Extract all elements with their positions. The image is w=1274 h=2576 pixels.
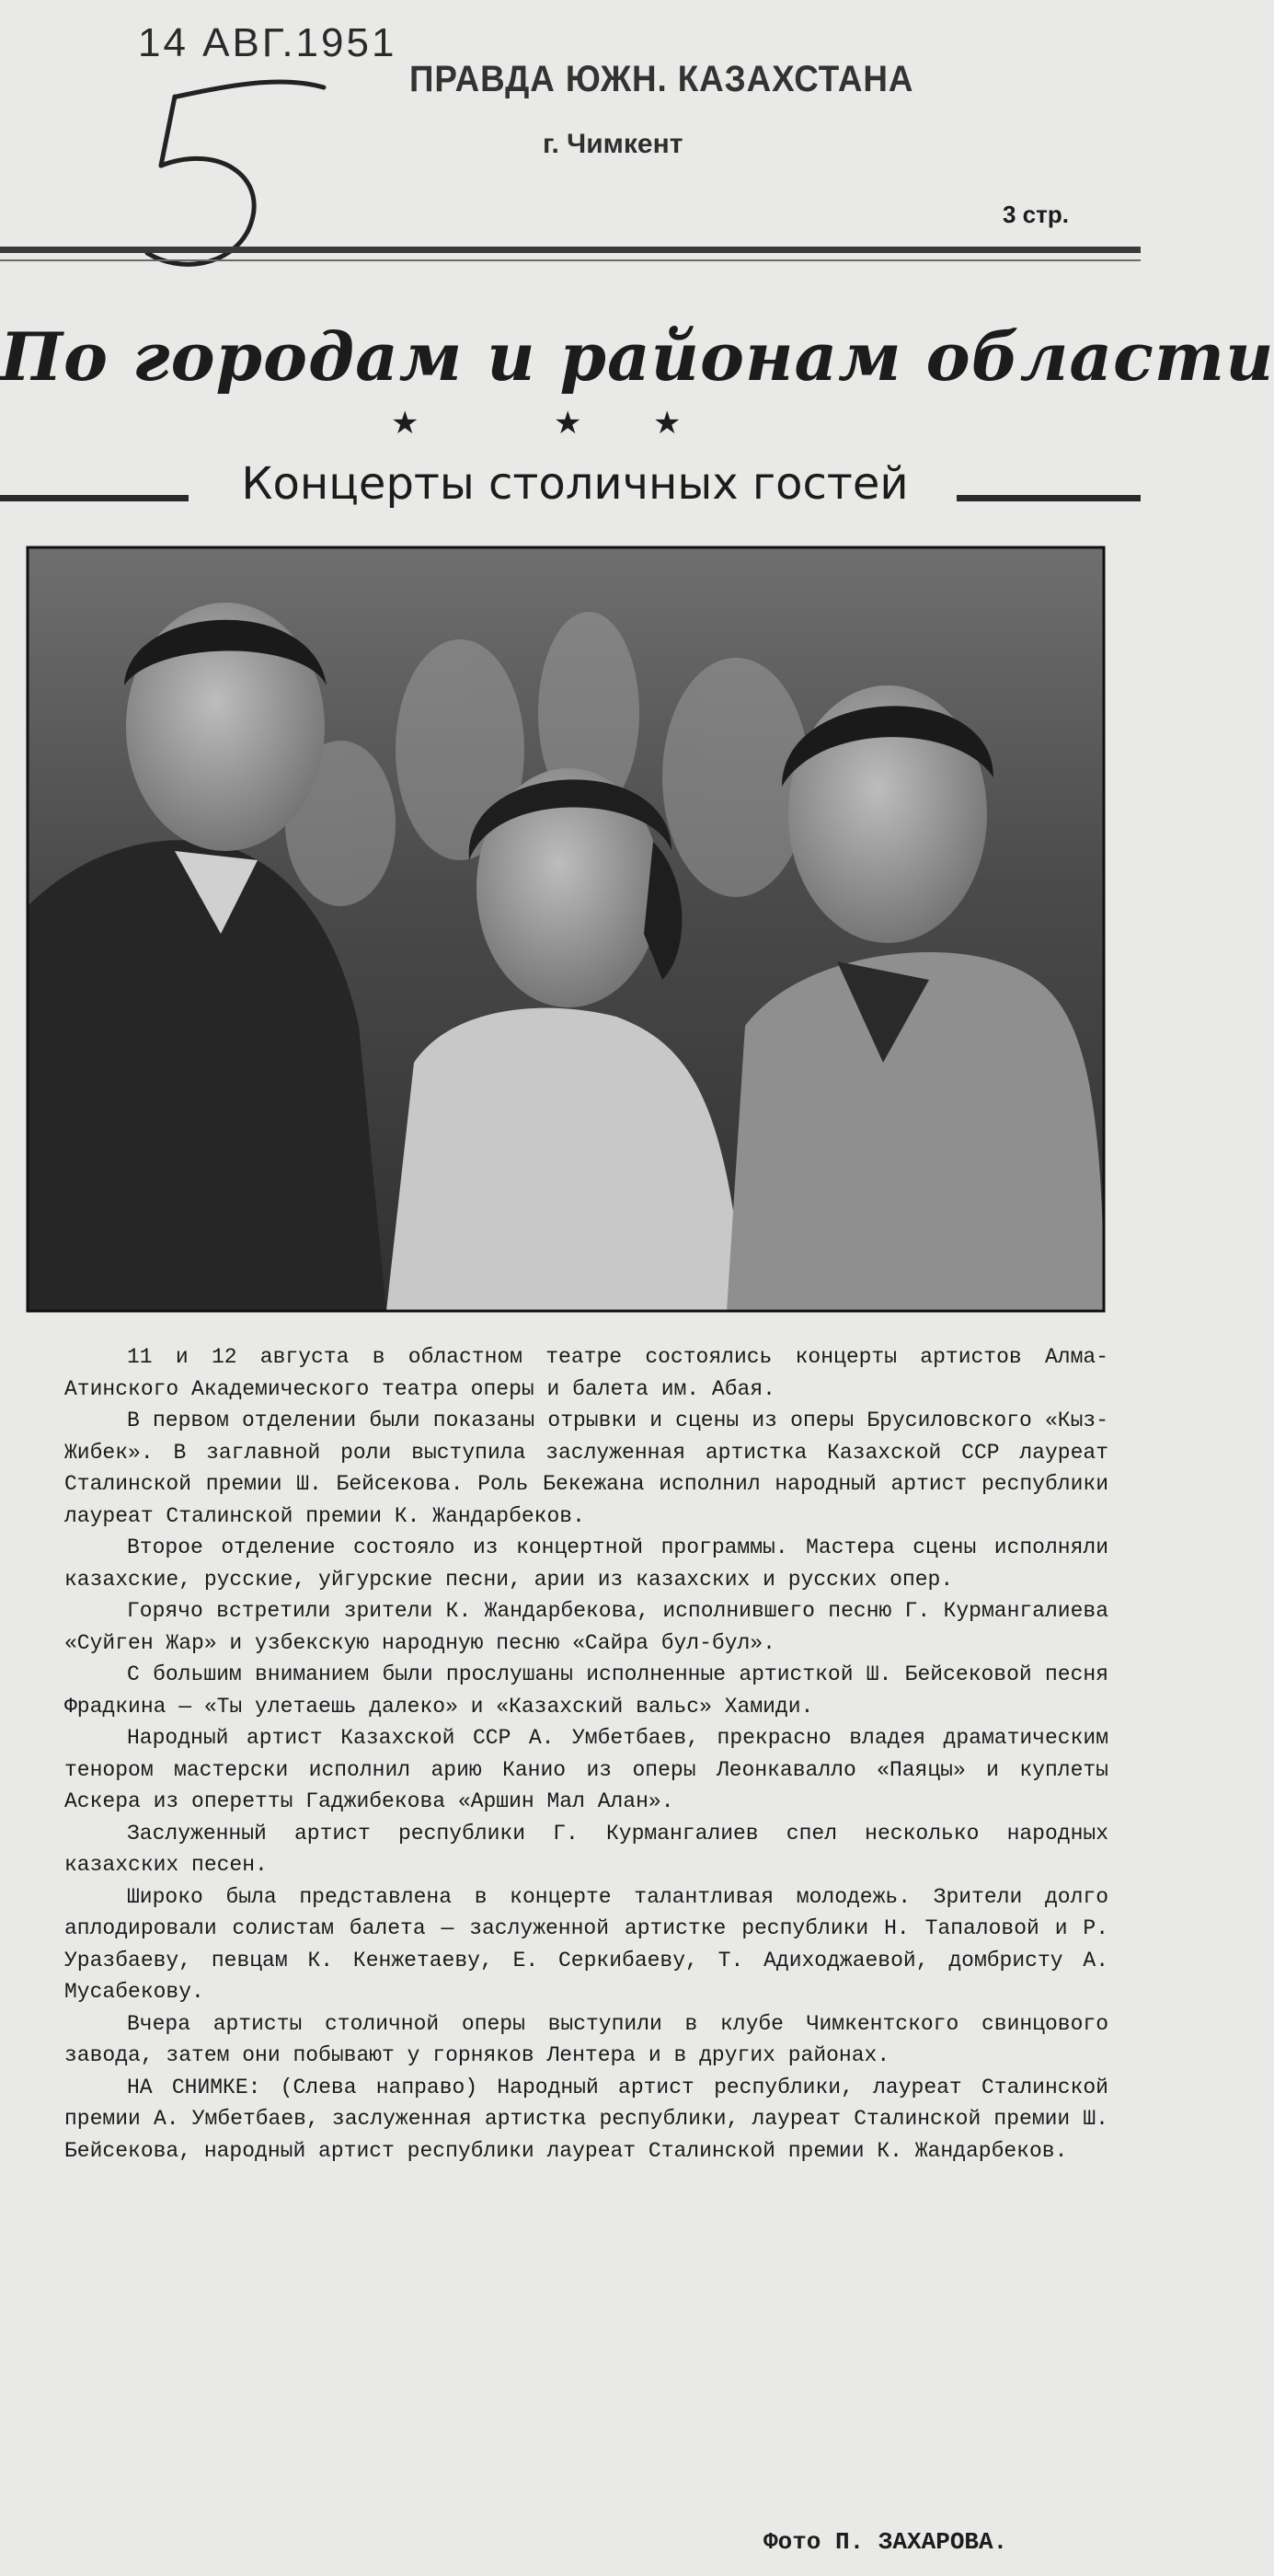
title-rule-left <box>0 495 189 501</box>
photo-caption: НА СНИМКЕ: (Слева направо) Народный артист республики, лауреат Сталинской премии А. Умбетбаев, заслуженная артистка республики, лауреат Сталинской премии Ш. Бейсекова, народный артист республики лауреат Сталинской премии К. Жандарбеков. <box>64 2075 1108 2163</box>
paragraph: Заслуженный артист республики Г. Курмангалиев спел несколько народных казахских песен. <box>64 1821 1108 1877</box>
stamp-city: г. Чимкент <box>543 129 683 159</box>
top-rule <box>0 247 1141 253</box>
paragraph: С большим вниманием были прослушаны исполненные артисткой Ш. Бейсековой песня Фрадкина — «Ты улетаешь далеко» и «Казахский вальс» Хамиди. <box>64 1662 1108 1719</box>
paragraph: В первом отделении были показаны отрывки и сцены из оперы Брусиловского «Кыз-Жибек». В заглавной роли выступила заслуженная артистка Казахской ССР лауреат Сталинской премии Ш. Бейсекова. Роль Бекежана исполнил народный артист республики лауреат Сталинской премии К. Жандарбеков. <box>64 1409 1108 1528</box>
star-icon: ★ <box>554 405 582 442</box>
stamp-date: 14 АВГ.1951 <box>138 20 397 65</box>
photo-credit: Фото П. ЗАХАРОВА. <box>763 2528 1008 2556</box>
article-photo <box>28 547 1104 1311</box>
section-heading: По городам и районам области <box>0 317 1274 396</box>
article-body <box>64 1341 1108 2167</box>
page-label: 3 стр. <box>1003 201 1069 228</box>
paragraph: 11 и 12 августа в областном театре состоялись концерты артистов Алма-Атинского Академического театра оперы и балета им. Абая. <box>64 1345 1108 1401</box>
title-rule-right <box>957 495 1141 501</box>
stamp-newspaper-name: ПРАВДА ЮЖН. КАЗАХСТАНА <box>409 59 914 99</box>
paragraph: Горячо встретили зрители К. Жандарбекова, исполнившего песню Г. Курмангалиева «Суйген Жар» и узбекскую народную песню «Сайра бул-бул». <box>64 1599 1108 1655</box>
star-icon: ★ <box>653 405 682 442</box>
paragraph: Вчера артисты столичной оперы выступили в клубе Чимкентского свинцового завода, затем они побывают у горняков Лентера и в других районах. <box>64 2011 1108 2067</box>
article-title: Концерты столичных гостей <box>241 458 909 510</box>
paragraph: Второе отделение состояло из концертной программы. Мастера сцены исполняли казахские, русские, уйгурские песни, арии из казахских и русских опер. <box>64 1535 1108 1592</box>
top-rule-thin <box>0 259 1141 261</box>
star-icon: ★ <box>391 405 419 442</box>
paragraph: Народный артист Казахской ССР А. Умбетбаев, прекрасно владея драматическим тенором мастерски исполнил арию Канио из оперы Леонкавалло «Паяцы» и куплеты Аскера из оперетты Гаджибекова «Аршин Мал Алан». <box>64 1726 1108 1813</box>
paragraph: Широко была представлена в концерте талантливая молодежь. Зрители долго аплодировали солистам балета — заслуженной артистке республики Н. Тапаловой и Р. Уразбаеву, певцам К. Кенжетаеву, Е. Серкибаеву, Т. Адиходжаевой, домбристу А. Мусабекову. <box>64 1884 1108 2004</box>
